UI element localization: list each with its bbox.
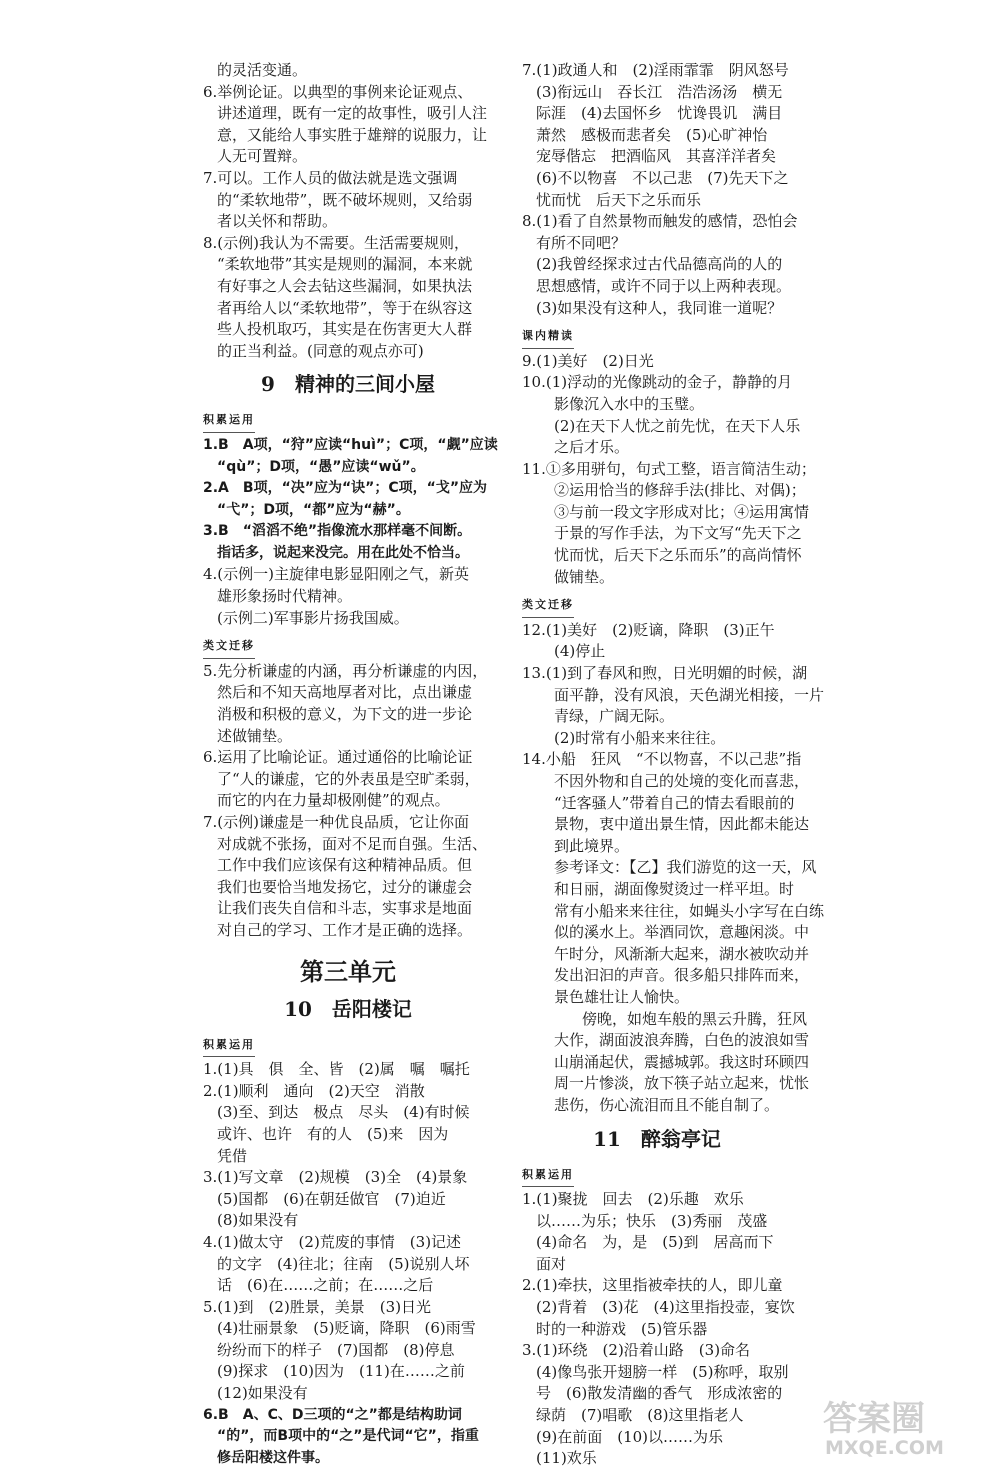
text-line: 了“人的谦虚，它的外表虽是空旷柔弱， bbox=[217, 769, 480, 788]
text-line: 面平静，没有风浪，天色湖光相接，一片 bbox=[554, 685, 825, 704]
text-line: “迁客骚人”带着自己的情去看眼前的 bbox=[554, 793, 795, 812]
text-line: 然后和不知天高地厚者对比，点出谦虚 bbox=[217, 683, 473, 702]
text-line: 有所不同吧？ bbox=[536, 233, 627, 252]
text-line: (2)时常有小船来来往往。 bbox=[554, 728, 726, 747]
text-line: (4)像鸟张开翅膀一样 (5)称呼，取别 bbox=[536, 1362, 789, 1381]
text-line: (9)在前面 (10)以……为乐 bbox=[536, 1427, 724, 1446]
text-line: 青绿，广阔无际。 bbox=[554, 707, 675, 726]
text-line: 7.(示例)谦虚是一种优良品质，它让你面 bbox=[203, 813, 470, 831]
text-line: 修岳阳楼这件事。 bbox=[217, 1449, 329, 1466]
text-line: 际涯 (4)去国怀乡 忧谗畏讥 满目 bbox=[536, 104, 783, 123]
text-line: 消极和积极的意义，为下文的进一步论 bbox=[217, 705, 473, 724]
lesson-title: 10 岳阳楼记 bbox=[284, 996, 412, 1021]
text-line: 时的一种游戏 (5)管乐器 bbox=[536, 1319, 708, 1338]
text-line: 参考译文：【乙】我们游览的这一天，风 bbox=[554, 858, 817, 877]
text-line: 5.(1)到 (2)胜景，美景 (3)日光 bbox=[203, 1297, 432, 1316]
text-line: 让我们丧失自信和斗志，实事求是地面 bbox=[217, 899, 473, 918]
text-line: 不因外物和自己的处境的变化而喜悲， bbox=[554, 772, 810, 790]
text-line: “qù”；D项，“愚”应读“wǔ”。 bbox=[217, 458, 425, 475]
text-line: 7.可以。工作人员的做法就是选文强调 bbox=[203, 168, 458, 187]
watermark-top: 答案圈 bbox=[823, 1399, 925, 1439]
text-line: ③与前一段文字形成对比；④运用寓情 bbox=[554, 502, 810, 521]
text-line: 对自己的学习、工作才是正确的选择。 bbox=[217, 920, 473, 939]
text-line: 2.(1)顺利 通向 (2)天空 消散 bbox=[203, 1081, 425, 1100]
text-line: (11)欢乐 bbox=[536, 1449, 597, 1468]
text-line: 讲述道理，既有一定的故事性，吸引人注 bbox=[217, 104, 488, 123]
text-line: 2.(1)牵扶，这里指被牵扶的人，即儿童 bbox=[522, 1276, 783, 1295]
section-heading: 类文迁移 bbox=[522, 594, 574, 618]
text-line: 雄形象扬时代精神。 bbox=[217, 587, 353, 606]
text-line: (示例二)军事影片扬我国威。 bbox=[217, 608, 409, 627]
section-heading: 积累运用 bbox=[203, 1034, 255, 1058]
right-column bbox=[522, 60, 825, 1470]
text-line: 午时分，风渐渐大起来，湖水被吹动并 bbox=[554, 944, 810, 963]
text-line: 者再给人以“柔软地带”，等于在纵容这 bbox=[217, 298, 473, 317]
text-line: (3)衔远山 吞长江 浩浩汤汤 横无 bbox=[536, 82, 783, 101]
text-line: 而它的内在力量却极刚健”的观点。 bbox=[217, 791, 450, 810]
watermark-bottom: MXQE.COM bbox=[825, 1437, 944, 1459]
text-line: 的正当利益。(同意的观点亦可) bbox=[217, 341, 424, 360]
text-line: (3)至、到达 极点 尽头 (4)有时候 bbox=[217, 1103, 470, 1122]
text-line: 以……为乐；快乐 (3)秀丽 茂盛 bbox=[536, 1211, 768, 1230]
text-line: 工作中我们应该保有这种精神品质。但 bbox=[217, 856, 473, 875]
text-line: 于景的写作手法，为下文写“先天下之 bbox=[554, 524, 802, 543]
text-line: ②运用恰当的修辞手法(排比、对偶)； bbox=[554, 481, 806, 500]
text-line: 7.(1)政通人和 (2)淫雨霏霏 阴风怒号 bbox=[522, 61, 789, 79]
text-line: 影像沉入水中的玉璧。 bbox=[554, 394, 705, 413]
text-line: 似的溪水上。举酒同饮，意趣闲淡。中 bbox=[554, 923, 810, 942]
text-line: 的灵活变通。 bbox=[217, 61, 308, 79]
text-line: 发出汩汩的声音。很多船只排阵而来， bbox=[554, 966, 810, 985]
text-line: 绿荫 (7)唱歌 (8)这里指老人 bbox=[536, 1406, 744, 1425]
text-line: 指话多，说起来没完。用在此处不恰当。 bbox=[217, 544, 469, 561]
text-line: 周一片惨淡，放下筷子站立起来，忧怅 bbox=[554, 1074, 810, 1093]
text-line: (2)我曾经探求过古代品德高尚的人的 bbox=[536, 255, 783, 274]
text-line: 3.B “滔滔不绝”指像流水那样毫不间断。 bbox=[203, 523, 472, 540]
text-line: 述做铺垫。 bbox=[217, 726, 293, 745]
text-line: 10.(1)浮动的光像跳动的金子，静静的月 bbox=[522, 373, 793, 392]
text-line: 11.①多用骈句，句式工整，语言简洁生动； bbox=[522, 459, 816, 478]
text-line: “的”，而B项中的“之”是代词“它”，指重 bbox=[217, 1428, 479, 1445]
text-line: 1.(1)具 俱 全、皆 (2)属 嘱 嘱托 bbox=[203, 1060, 470, 1079]
text-line: (4)命名 为，是 (5)到 居高而下 bbox=[536, 1233, 774, 1252]
text-line: 大作，湖面波浪奔腾，白色的波浪如雪 bbox=[554, 1031, 810, 1050]
text-line: 有好事之人会去钻这些漏洞，如果执法 bbox=[217, 276, 473, 295]
text-line: (2)在天下人忧之前先忧，在天下人乐 bbox=[554, 416, 801, 435]
text-line: (4)壮丽景象 (5)贬谪，降职 (6)雨雪 bbox=[217, 1319, 476, 1338]
text-line: 些人投机取巧，其实是在伤害更大人群 bbox=[217, 320, 473, 339]
text-line: 凭借 bbox=[217, 1146, 248, 1165]
text-line: 14.小船 狂风 “不以物喜，不以己悲”指 bbox=[522, 750, 802, 769]
text-line: 景物，衷中道出景生情，因此都未能达 bbox=[554, 815, 810, 834]
text-line: 6.举例论证。以典型的事例来论证观点、 bbox=[203, 82, 473, 101]
text-line: 忧而忧，后天下之乐而乐”的高尚情怀 bbox=[554, 546, 802, 565]
watermark-logo bbox=[815, 1390, 990, 1460]
text-line: (8)如果没有 bbox=[217, 1211, 299, 1230]
text-line: 4.(示例一)主旋律电影显阳刚之气，新英 bbox=[203, 565, 470, 584]
text-line: 1.(1)聚拢 回去 (2)乐趣 欢乐 bbox=[522, 1190, 744, 1209]
text-line: 景色雄壮让人愉快。 bbox=[554, 987, 690, 1006]
text-line: 宠辱偕忘 把酒临风 其喜洋洋者矣 bbox=[536, 147, 777, 166]
text-line: 忧而忧 后天下之乐而乐 bbox=[536, 190, 702, 209]
lesson-title: 9 精神的三间小屋 bbox=[261, 372, 435, 397]
text-line: 3.(1)环绕 (2)沿着山路 (3)命名 bbox=[522, 1341, 751, 1360]
text-line: 者以关怀和帮助。 bbox=[217, 212, 338, 231]
text-line: 或许、也许 有的人 (5)来 因为 bbox=[217, 1124, 449, 1143]
text-line: 6.B A、C、D三项的“之”都是结构助词 bbox=[203, 1406, 462, 1423]
text-line: 纷纷而下的样子 (7)国都 (8)停息 bbox=[217, 1340, 455, 1359]
text-line: (5)国都 (6)在朝廷做官 (7)迫近 bbox=[217, 1189, 446, 1208]
text-line: 做铺垫。 bbox=[554, 567, 615, 586]
section-heading: 课内精读 bbox=[522, 325, 574, 349]
text-line: 傍晚，如炮车般的黑云升腾，狂风 bbox=[582, 1009, 808, 1028]
unit-title: 第三单元 bbox=[300, 957, 396, 986]
text-line: 山崩涌起伏，震撼城郭。我这时环顾四 bbox=[554, 1052, 810, 1071]
text-line: “柔软地带”其实是规则的漏洞，本来就 bbox=[217, 255, 473, 274]
text-line: 9.(1)美好 (2)日光 bbox=[522, 351, 654, 370]
section-heading: 积累运用 bbox=[203, 409, 255, 433]
text-line: 12.(1)美好 (2)贬谪，降职 (3)正午 bbox=[522, 620, 775, 639]
text-line: 6.运用了比喻论证。通过通俗的比喻论证 bbox=[203, 748, 473, 767]
text-line: 思想感情，或许不同于以上两种表现。 bbox=[536, 276, 792, 295]
text-line: 意，又能给人事实胜于雄辩的说服力，让 bbox=[217, 125, 488, 144]
text-line: 人无可置辩。 bbox=[217, 147, 308, 166]
text-line: 到此境界。 bbox=[554, 836, 630, 855]
text-line: 3.(1)写文章 (2)规模 (3)全 (4)景象 bbox=[203, 1168, 468, 1187]
text-line: 悲伤，伤心流泪而且不能自制了。 bbox=[554, 1095, 780, 1114]
text-line: 我们也要恰当地发扬它，过分的谦虚会 bbox=[217, 877, 473, 896]
text-line: 面对 bbox=[536, 1254, 567, 1273]
text-line: (3)如果没有这种人，我同谁一道呢？ bbox=[536, 298, 783, 317]
text-line: 8.(1)看了自然景物而触发的感情，恐怕会 bbox=[522, 212, 798, 231]
text-line: 5.先分析谦虚的内涵，再分析谦虚的内因， bbox=[203, 661, 488, 680]
text-line: 常有小船来来往往，如蝇头小字写在白练 bbox=[554, 901, 825, 920]
text-line: (9)探求 (10)因为 (11)在……之前 bbox=[217, 1362, 465, 1381]
text-line: 13.(1)到了春风和煦，日光明媚的时候，湖 bbox=[522, 664, 808, 683]
text-line: 对成就不张扬，面对不足而自强。生活、 bbox=[217, 834, 488, 853]
text-line: 话 (6)在……之前；在……之后 bbox=[217, 1276, 434, 1295]
lesson-title: 11 醉翁亭记 bbox=[593, 1126, 721, 1151]
text-line: 1.B A项，“狩”应读“huì”；C项，“觑”应读 bbox=[203, 436, 498, 453]
text-line: 的“柔软地带”，既不破坏规则，又给弱 bbox=[217, 190, 473, 209]
text-line: (6)不以物喜 不以己悲 (7)先天下之 bbox=[536, 168, 789, 187]
text-line: “弋”；D项，“都”应为“赫”。 bbox=[217, 501, 410, 518]
text-line: (4)停止 bbox=[554, 642, 606, 661]
left-column bbox=[203, 60, 498, 1469]
text-line: (12)如果没有 bbox=[217, 1384, 308, 1403]
text-line: 8.(示例)我认为不需要。生活需要规则， bbox=[203, 233, 470, 252]
text-line: 4.(1)做太守 (2)荒废的事情 (3)记述 bbox=[203, 1232, 462, 1251]
text-line: 和日丽，湖面像熨烫过一样平坦。时 bbox=[554, 879, 795, 898]
text-line: 萧然 感极而悲者矣 (5)心旷神怡 bbox=[536, 125, 768, 144]
section-heading: 类文迁移 bbox=[203, 635, 255, 659]
section-heading: 积累运用 bbox=[522, 1164, 574, 1188]
text-line: 号 (6)散发清幽的香气 形成浓密的 bbox=[536, 1384, 783, 1403]
text-line: 的文字 (4)往北；往南 (5)说别人坏 bbox=[217, 1254, 470, 1273]
text-line: 2.A B项，“决”应为“诀”；C项，“戈”应为 bbox=[203, 480, 488, 497]
text-line: 之后才乐。 bbox=[554, 438, 630, 457]
text-line: (2)背着 (3)花 (4)这里指投壶，宴饮 bbox=[536, 1298, 795, 1317]
